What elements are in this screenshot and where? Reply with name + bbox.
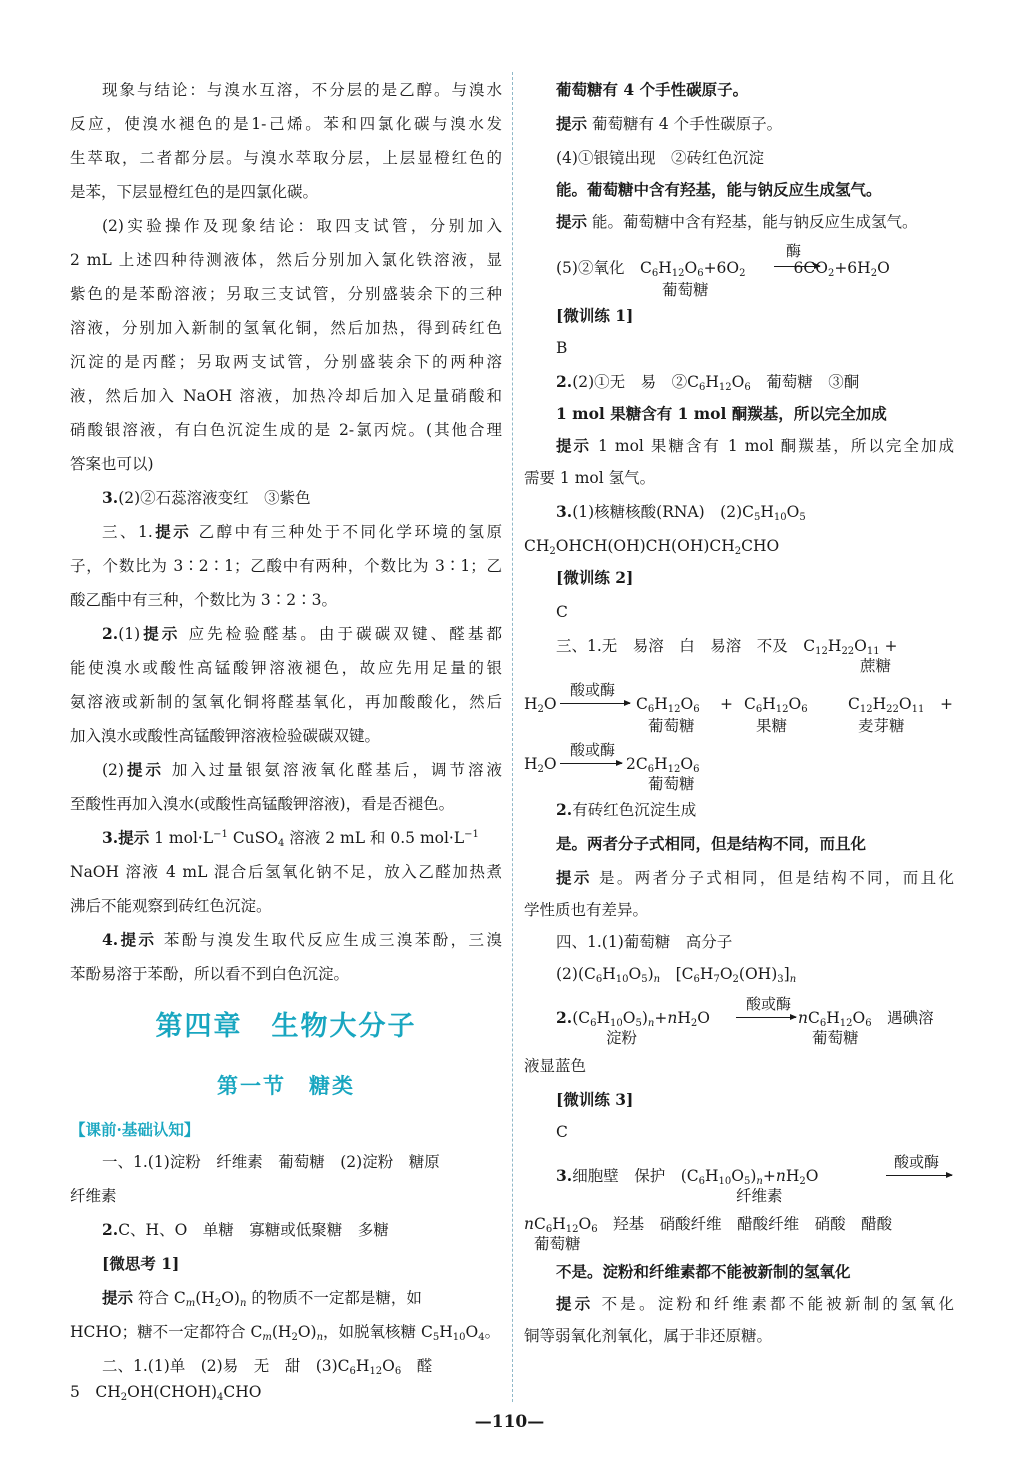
text-line: 2 mL 上述四种待测液体，然后分别加入氯化铁溶液，显 [70,251,502,269]
reaction-condition: 酸或酶 [570,741,616,759]
text-line: 氨溶液或新制的氢氧化铜将醛基氧化，再加酸酸化，然后 [70,693,502,711]
text-line: 液，然后加入 NaOH 溶液，加热冷却后加入足量硝酸和 [70,387,502,405]
reaction-condition: 酸或酶 [746,995,792,1013]
compound-name: 葡萄糖 [648,717,695,735]
reaction-arrow [774,266,820,267]
reaction-condition: 酸或酶 [570,681,616,699]
compound-name: 淀粉 [606,1029,638,1047]
reaction-arrow [886,1175,952,1176]
answer-line: 3.提示 1 $mol\cdot L^{-1}$ CuSO$_4$ 溶液 2 mL 和 0.5 $mol\cdot L^{-1}$ [102,828,479,849]
text-line: 生萃取，二者都分层。与溴水萃取分层，上层显橙红色的 [70,149,502,167]
micro-train-label: [微训练 2] [556,568,634,587]
text-line: 5 $CH_2OH(CHOH)_4CHO$ [70,1383,262,1403]
micro-train-label: [微训练 3] [556,1090,634,1109]
answer-line: 提示 葡萄糖有 4 个手性碳原子。 [556,114,783,133]
formula: $nC_6H_{12}O_6$ 遇碘溶 [798,1009,934,1029]
text-line: 需要 1 mol 氢气。 [524,469,656,487]
reaction-condition: 酶 [786,242,802,260]
compound-name: 纤维素 [736,1187,783,1205]
formula-line: $CH_2OHCH(OH)CH(OH)CH_2CHO$ [524,537,780,557]
text-line: 溶液，分别加入新制的氢氧化铜，然后加热，得到砖红色 [70,319,502,337]
plus-sign: + [940,695,953,713]
answer-letter: B [556,339,568,357]
text-line: 学性质也有差异。 [524,901,649,919]
answer-line: 一、1.(1)淀粉 纤维素 葡萄糖 (2)淀粉 糖原 [102,1153,440,1171]
answer-line: 三、1.无 易溶 白 易溶 不及 $C_{12}H_{22}O_{11}$ + [556,637,898,657]
chapter-title: 第四章 生物大分子 [155,1011,417,1042]
text-line: 苯酚易溶于苯酚，所以看不到白色沉淀。 [70,965,350,983]
answer-line: 2.C、H、O 单糖 寡糖或低聚糖 多糖 [102,1220,389,1239]
text-line: 至酸性再加入溴水(或酸性高锰酸钾溶液)，看是否褪色。 [70,795,455,813]
text-line: NaOH 溶液 4 mL 混合后氢氧化钠不足，放入乙醛加热煮 [70,863,502,881]
reaction-arrow [560,763,622,764]
formula: $C_{12}H_{22}O_{11}$ [848,695,925,715]
equation-line: $2.(C_6H_{10}O_5)_n+nH_2O$ [556,1008,710,1029]
text-line: 紫色的是苯酚溶液；另取三支试管，分别盛装余下的三种 [70,285,502,303]
micro-think-label: 葡萄糖有 4 个手性碳原子。 [556,80,749,99]
answer-line: 2.(1)提示 应先检验醛基。由于碳碳双键、醛基都 [102,624,502,643]
column-divider [512,72,513,1402]
answer-line: 三、1.提示 乙醇中有三种处于不同化学环境的氢原 [102,522,502,541]
compound-name: 葡萄糖 [812,1029,859,1047]
section-title: 第一节 糖类 [217,1073,355,1098]
text-line: 沉淀的是丙醛；另取两支试管，分别盛装余下的两种溶 [70,353,502,371]
compound-name: 果糖 [756,717,788,735]
reaction-arrow [736,1017,796,1018]
answer-line: 4.提示 苯酚与溴发生取代反应生成三溴苯酚，三溴 [102,930,502,949]
micro-train-label: [微训练 1] [556,306,634,325]
compound-name: 麦芽糖 [858,717,905,735]
micro-think-label: 不是。淀粉和纤维素都不能被新制的氢氧化 [556,1262,851,1281]
formula-line: $(2)(C_6H_{10}O_5)_n$ $[C_6H_7O_2(OH)_3]_n$ [556,965,797,985]
text-line: 是苯，下层显橙红色的是四氯化碳。 [70,183,319,201]
answer-line: 2.(2)①无 易 $②C_6H_{12}O_6$ 葡萄糖 ③酮 [556,372,860,393]
formula: $2C_6H_{12}O_6$ [626,755,700,775]
micro-think-label: [微思考 1] [102,1254,180,1273]
text-line: 液显蓝色 [524,1057,587,1075]
micro-think-label: 是。两者分子式相同，但是结构不同，而且化 [556,834,867,853]
text-line: 反应，使溴水褪色的是1-己烯。苯和四氯化碳与溴水发 [70,115,502,133]
answer-line: 3.(1)核糖核酸(RNA) $(2)C_5H_{10}O_5$ [556,502,806,523]
text-line: 能使溴水或酸性高锰酸钾溶液褪色，故应先用足量的银 [70,659,502,677]
text-line: 答案也可以) [70,455,154,473]
answer-letter: C [556,603,568,621]
answer-line: 提示 不是。淀粉和纤维素都不能被新制的氢氧化 [556,1294,954,1313]
answer-line: 提示 符合 $C_m(H_2O)_n$ 的物质不一定都是糖，如 [102,1288,422,1309]
text-line: 酸乙酯中有三种，个数比为 3∶2∶3。 [70,591,338,609]
text-line: 铜等弱氧化剂氧化，属于非还原糖。 [524,1327,773,1345]
formula: $C_6H_{12}O_6$ [744,695,808,715]
answer-line: (2)提示 加入过量银氨溶液氧化醛基后，调节溶液 [102,760,502,779]
answer-line: 四、1.(1)葡萄糖 高分子 [556,933,733,951]
reaction-arrow [560,703,630,704]
text-line: 硝酸银溶液，有白色沉淀生成的是 2-氯丙烷。(其他合理 [70,421,502,439]
text-line: 加入溴水或酸性高锰酸钾溶液检验碳碳双键。 [70,727,381,745]
answer-line: (4)①银镜出现 ②砖红色沉淀 [556,149,764,167]
answer-line: 3.(2)②石蕊溶液变红 ③紫色 [102,488,311,507]
micro-think-label: 能。葡萄糖中含有羟基，能与钠反应生成氢气。 [556,180,882,199]
answer-line: 二、1.(1)单 (2)易 无 甜 $(3)C_6H_{12}O_6$ 醛 [102,1357,433,1377]
page-number: —110— [474,1412,545,1432]
answer-line: 提示 能。葡萄糖中含有羟基，能与钠反应生成氢气。 [556,212,918,231]
compound-name: 葡萄糖 [648,775,695,793]
answer-line: 提示 1 mol 果糖含有 1 mol 酮羰基，所以完全加成 [556,436,954,455]
text-line: 沸后不能观察到砖红色沉淀。 [70,897,272,915]
text-line: 子，个数比为 3∶2∶1；乙酸中有两种，个数比为 3∶1；乙 [70,557,502,575]
plus-sign: + [720,695,733,713]
text-line: 纤维素 [70,1187,117,1205]
micro-think-label: 1 mol 果糖含有 1 mol 酮羰基，所以完全加成 [556,404,887,423]
equation-line: $H_2O$ [524,695,557,715]
equation-line: 3.细胞壁 保护 $(C_6H_{10}O_5)_n+nH_2O$ [556,1166,819,1187]
answer-letter: C [556,1123,568,1141]
compound-name: 葡萄糖 [662,281,709,299]
compound-name: 蔗糖 [860,657,892,675]
text-line: HCHO；糖不一定都符合 $C_m(H_2O)_n$，如脱氧核糖 $C_5H_{10}O_4$。 [70,1323,501,1343]
formula: $C_6H_{12}O_6$ [636,695,700,715]
equation-line: (5)②氧化 $C_6H_{12}O_6+6O_2$ $6CO_2+6H_2O$ [556,259,890,279]
equation-line: $H_2O$ [524,755,557,775]
answer-line: 提示 是。两者分子式相同，但是结构不同，而且化 [556,868,954,887]
text-line: (2)实验操作及现象结论：取四支试管，分别加入 [102,217,502,235]
section-tag: 【课前·基础认知】 [70,1120,200,1139]
reaction-condition: 酸或酶 [894,1153,940,1171]
answer-line: 2.有砖红色沉淀生成 [556,800,697,819]
text-line: $nC_6H_{12}O_6$ 羟基 硝酸纤维 醋酸纤维 硝酸 醋酸 [524,1215,893,1235]
compound-name: 葡萄糖 [534,1235,581,1253]
text-line: 现象与结论：与溴水互溶，不分层的是乙醇。与溴水 [102,81,502,99]
